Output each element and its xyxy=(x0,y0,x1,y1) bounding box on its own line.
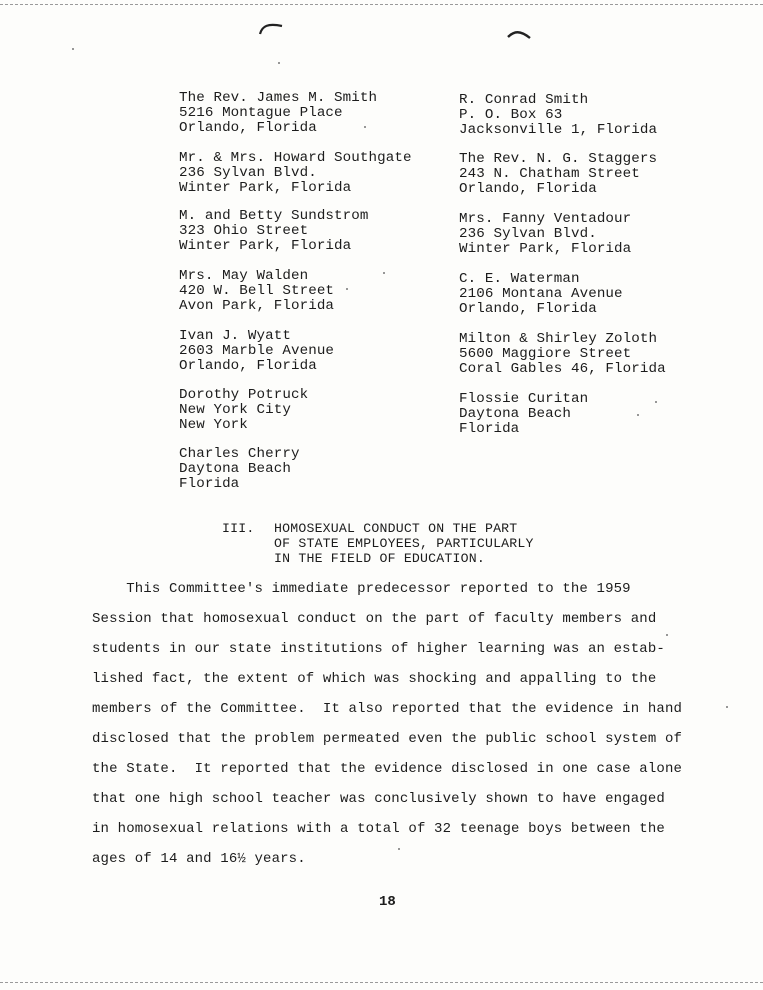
address-block xyxy=(179,388,308,432)
address-line: Orlando, Florida xyxy=(459,180,597,197)
section-number: III. xyxy=(222,521,255,536)
address-block xyxy=(179,447,300,491)
address-line: 236 Sylvan Blvd. xyxy=(179,164,317,181)
address-line: The Rev. James M. Smith xyxy=(179,90,378,106)
address-line: Flossie Curitan xyxy=(459,391,589,407)
paragraph-line: members of the Committee. It also reported that the evidence in hand xyxy=(92,701,683,717)
address-block xyxy=(459,332,666,376)
address-line: Orlando, Florida xyxy=(459,300,597,317)
address-line: Winter Park, Florida xyxy=(179,179,352,196)
address-block xyxy=(179,91,377,135)
address-block xyxy=(459,152,657,196)
address-line: Florida xyxy=(179,475,240,492)
paragraph-line: disclosed that the problem permeated even the public school system of xyxy=(92,731,683,747)
paragraph-line: students in our state institutions of higher learning was an estab- xyxy=(92,641,665,657)
address-line: Orlando, Florida xyxy=(179,357,317,374)
address-line: C. E. Waterman xyxy=(459,271,580,287)
address-block xyxy=(459,392,588,436)
address-block xyxy=(179,151,412,195)
address-block xyxy=(459,93,657,137)
scan-speck xyxy=(398,848,400,850)
bottom-scan-edge xyxy=(0,982,763,983)
scan-speck xyxy=(726,706,728,708)
address-line: New York City xyxy=(179,401,291,418)
scan-speck xyxy=(637,414,639,416)
address-block xyxy=(179,209,369,253)
address-line: Milton & Shirley Zoloth xyxy=(459,331,658,347)
address-block xyxy=(179,329,334,373)
section-title-line: HOMOSEXUAL CONDUCT ON THE PART xyxy=(274,521,518,536)
scan-speck xyxy=(72,48,74,50)
paragraph-line: ages of 14 and 16½ years. xyxy=(92,851,306,867)
section-title-line: IN THE FIELD OF EDUCATION. xyxy=(274,551,485,566)
address-line: Daytona Beach xyxy=(179,460,291,477)
scan-speck xyxy=(346,288,348,290)
staple-hole-mark-right xyxy=(506,28,532,42)
top-scan-edge xyxy=(0,4,763,5)
scan-speck xyxy=(655,401,657,403)
address-line: 2603 Marble Avenue xyxy=(179,342,335,359)
address-line: 243 N. Chatham Street xyxy=(459,165,640,182)
address-line: Mrs. Fanny Ventadour xyxy=(459,211,632,227)
address-line: Winter Park, Florida xyxy=(459,240,632,257)
address-block xyxy=(459,212,631,256)
address-line: The Rev. N. G. Staggers xyxy=(459,151,658,167)
address-line: Mr. & Mrs. Howard Southgate xyxy=(179,150,412,166)
staple-hole-mark-left xyxy=(258,22,284,36)
page-number: 18 xyxy=(379,894,396,910)
scan-speck xyxy=(666,634,668,636)
address-block xyxy=(179,269,334,313)
paragraph-line: that one high school teacher was conclusively shown to have engaged xyxy=(92,791,665,807)
paragraph-line: This Committee's immediate predecessor reported to the 1959 xyxy=(92,581,631,597)
scan-speck xyxy=(383,272,385,274)
address-line: Florida xyxy=(459,420,520,437)
address-line: 2106 Montana Avenue xyxy=(459,285,623,302)
address-line: 5600 Maggiore Street xyxy=(459,345,632,362)
address-block xyxy=(459,272,623,316)
paragraph-line: lished fact, the extent of which was shocking and appalling to the xyxy=(92,671,657,687)
paragraph-line: in homosexual relations with a total of 32 teenage boys between the xyxy=(92,821,665,837)
scan-speck xyxy=(278,62,280,64)
address-line: Ivan J. Wyatt xyxy=(179,328,291,344)
section-title-line: OF STATE EMPLOYEES, PARTICULARLY xyxy=(274,536,534,551)
paragraph-line: the State. It reported that the evidence disclosed in one case alone xyxy=(92,761,683,777)
address-line: 236 Sylvan Blvd. xyxy=(459,225,597,242)
address-line: Charles Cherry xyxy=(179,446,300,462)
address-line: Coral Gables 46, Florida xyxy=(459,360,666,377)
address-line: Mrs. May Walden xyxy=(179,268,309,284)
address-line: 323 Ohio Street xyxy=(179,222,309,239)
address-line: Jacksonville 1, Florida xyxy=(459,121,658,138)
address-line: New York xyxy=(179,416,248,433)
address-line: R. Conrad Smith xyxy=(459,92,589,108)
address-line: Winter Park, Florida xyxy=(179,237,352,254)
scan-speck xyxy=(364,126,366,128)
address-line: M. and Betty Sundstrom xyxy=(179,208,369,224)
address-line: 420 W. Bell Street xyxy=(179,282,335,299)
address-line: Orlando, Florida xyxy=(179,119,317,136)
address-line: Daytona Beach xyxy=(459,405,571,422)
address-line: Avon Park, Florida xyxy=(179,297,335,314)
address-line: P. O. Box 63 xyxy=(459,106,563,123)
address-line: 5216 Montague Place xyxy=(179,104,343,121)
address-line: Dorothy Potruck xyxy=(179,387,309,403)
paragraph-line: Session that homosexual conduct on the part of faculty members and xyxy=(92,611,657,627)
